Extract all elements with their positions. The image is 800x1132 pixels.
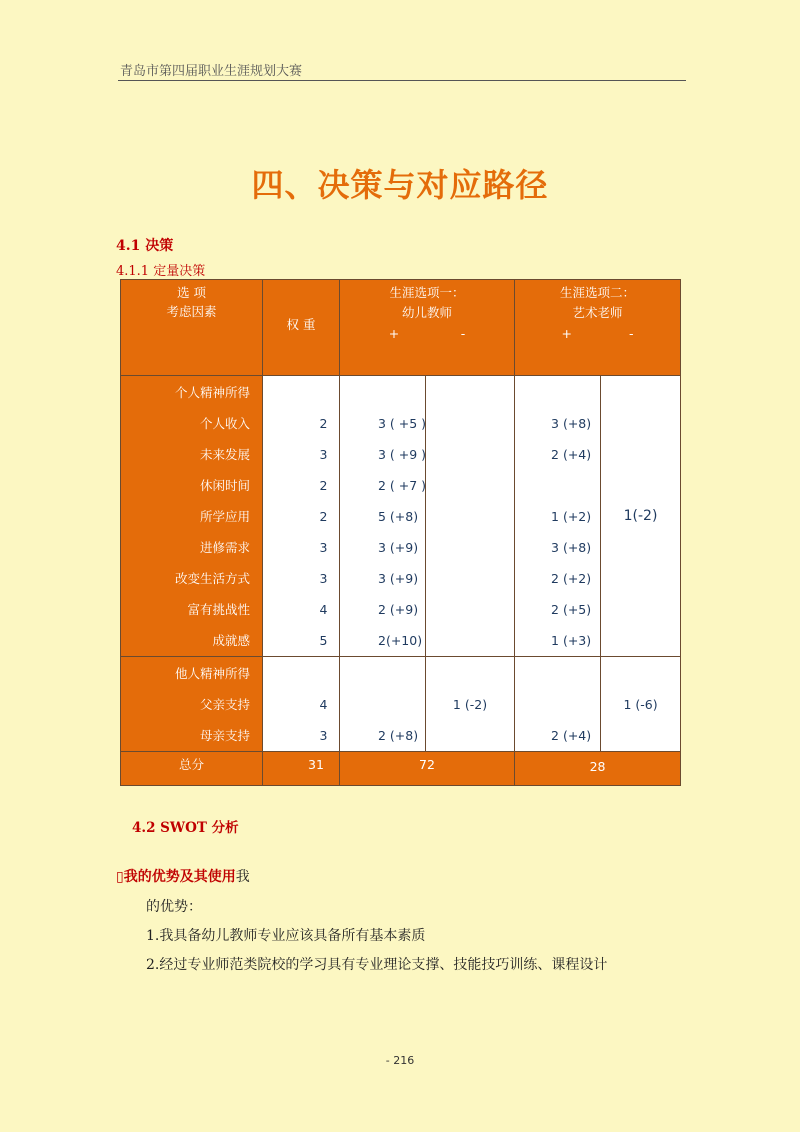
factor-label: 改变生活方式 xyxy=(174,571,250,586)
weight-value: 2 xyxy=(319,478,328,493)
weight-value: 3 xyxy=(319,571,328,586)
option2-plus-score xyxy=(515,470,600,501)
option2-plus-score: 2 (+4) xyxy=(551,447,592,462)
option2-header-line-2: 艺术老师 xyxy=(572,305,623,320)
total-label: 总分 xyxy=(121,752,263,786)
weight-value: 2 xyxy=(319,416,328,431)
group1-opt1-plus xyxy=(340,376,426,657)
option1-plus-score xyxy=(340,689,425,720)
option1-plus-score: 2 ( +7 ) xyxy=(378,478,427,493)
total-weight: 31 xyxy=(263,752,340,786)
header-divider xyxy=(118,80,686,81)
option2-header-line-1: 生涯选项二： xyxy=(560,285,636,300)
option2-plus-label: + xyxy=(561,326,572,341)
option1-minus-score xyxy=(426,720,514,751)
option1-minus-score xyxy=(426,470,514,501)
subtitle-bold: 我的优势及其使用 xyxy=(123,869,236,885)
weight-header-label: 权 重 xyxy=(286,317,316,332)
option2-minus-score: 1 (-6) xyxy=(623,697,658,712)
weight-value: 4 xyxy=(319,697,328,712)
subtitle-plain: 我 xyxy=(235,869,250,885)
option1-plus-score xyxy=(340,377,425,408)
group1-factors xyxy=(121,376,263,657)
factor-label: 母亲支持 xyxy=(199,728,250,743)
option1-plus-score: 2 (+8) xyxy=(378,728,419,743)
option1-plus-score: 3 (+9) xyxy=(378,571,419,586)
weight-value: 2 xyxy=(319,509,328,524)
option2-plus-score: 3 (+8) xyxy=(551,540,592,555)
section-heading-4-1-1: 4.1.1 定量决策 xyxy=(116,264,206,279)
option2-plus-score: 3 (+8) xyxy=(551,416,592,431)
option1-plus-score: 2(+10) xyxy=(378,633,423,648)
option1-minus-score xyxy=(426,532,514,563)
group2-opt2-minus xyxy=(601,657,681,752)
option1-plus-label: + xyxy=(388,326,400,341)
option1-minus-score: 1 (-2) xyxy=(452,697,488,712)
option2-minus-score xyxy=(601,658,680,689)
option1-plus-score: 3 ( +5 ) xyxy=(378,416,427,431)
paragraph-2: 1.我具备幼儿教师专业应该具备所有基本素质 xyxy=(146,928,426,944)
total-option1: 72 xyxy=(340,752,515,786)
option2-plus-score: 1 (+3) xyxy=(551,633,592,648)
option1-plus-score: 3 (+9) xyxy=(378,540,419,555)
weight-value: 3 xyxy=(319,540,328,555)
weight-value: 5 xyxy=(319,633,328,648)
option2-plus-score xyxy=(515,377,600,408)
corner-line-2: 考虑因素 xyxy=(166,304,217,319)
option2-plus-score xyxy=(515,658,600,689)
factor-label: 个人收入 xyxy=(199,416,250,431)
group2-row xyxy=(121,657,681,752)
option2-plus-score xyxy=(515,689,600,720)
option1-minus-score xyxy=(426,439,514,470)
total-row xyxy=(121,752,681,786)
paragraph-1: 的优势： xyxy=(146,899,202,915)
option1-header-line-2: 幼儿教师 xyxy=(402,305,453,320)
factor-label: 未来发展 xyxy=(199,447,250,462)
weight-header xyxy=(263,280,340,376)
chapter-title: 四、决策与对应路径 xyxy=(251,166,549,204)
page-number: - 216 xyxy=(385,1054,415,1067)
section-heading-4-1: 4.1 决策 xyxy=(116,238,174,254)
subtitle-marker: ▯ xyxy=(116,869,124,885)
option1-plus-score: 5 (+8) xyxy=(378,509,419,524)
table-header-row xyxy=(121,280,681,376)
decision-table xyxy=(120,279,681,786)
group2-opt1-minus xyxy=(426,657,515,752)
group2-factors xyxy=(121,657,263,752)
weight-value: 3 xyxy=(319,728,328,743)
factor-label: 休闲时间 xyxy=(199,478,250,493)
option1-minus-score xyxy=(426,377,514,408)
option2-minus-label: - xyxy=(629,326,634,341)
option1-minus-score xyxy=(426,658,514,689)
option1-minus-score xyxy=(426,594,514,625)
group1-opt2-minus-value: 1(-2) xyxy=(623,508,658,524)
total-option2: 28 xyxy=(515,752,681,786)
weight-value: 3 xyxy=(319,447,328,462)
option1-plus-score: 3 ( +9 ) xyxy=(378,447,427,462)
factor-label: 他人精神所得 xyxy=(174,666,250,681)
weight-value xyxy=(263,377,339,408)
option2-minus-score xyxy=(601,720,680,751)
section-heading-4-2: 4.2 SWOT 分析 xyxy=(132,820,239,836)
corner-header xyxy=(121,280,263,376)
factor-label: 富有挑战性 xyxy=(187,602,250,617)
option1-header-line-1: 生涯选项一： xyxy=(389,285,465,300)
group1-weights xyxy=(263,376,340,657)
factor-label: 父亲支持 xyxy=(199,697,250,712)
factor-label: 成就感 xyxy=(212,633,250,648)
option1-minus-score xyxy=(426,563,514,594)
option2-plus-score: 2 (+5) xyxy=(551,602,592,617)
group2-weights xyxy=(263,657,340,752)
running-header: 青岛市第四届职业生涯规划大赛 xyxy=(120,64,303,79)
option1-minus-score xyxy=(426,625,514,656)
factor-label: 所学应用 xyxy=(199,509,250,524)
paragraph-3: 2.经过专业师范类院校的学习具有专业理论支撑、技能技巧训练、课程设计 xyxy=(146,957,608,973)
group2-opt1-plus xyxy=(340,657,426,752)
group1-opt2-minus xyxy=(601,376,681,657)
option1-header xyxy=(340,280,515,376)
option1-plus-score: 2 (+9) xyxy=(378,602,419,617)
group1-row xyxy=(121,376,681,657)
factor-label: 进修需求 xyxy=(199,540,250,555)
option2-plus-score: 2 (+2) xyxy=(551,571,592,586)
option2-plus-score: 2 (+4) xyxy=(551,728,592,743)
corner-line-1: 选 项 xyxy=(177,285,206,300)
option1-minus-label: - xyxy=(460,326,466,341)
swot-subtitle xyxy=(116,866,250,886)
factor-label: 个人精神所得 xyxy=(174,385,250,400)
option2-plus-score: 1 (+2) xyxy=(551,509,592,524)
group1-opt2-plus xyxy=(515,376,601,657)
weight-value: 4 xyxy=(319,602,328,617)
option1-minus-score xyxy=(426,501,514,532)
option1-plus-score xyxy=(340,658,425,689)
option2-header xyxy=(515,280,681,376)
option1-minus-score xyxy=(426,408,514,439)
group1-opt1-minus xyxy=(426,376,515,657)
weight-value xyxy=(263,658,339,689)
group2-opt2-plus xyxy=(515,657,601,752)
